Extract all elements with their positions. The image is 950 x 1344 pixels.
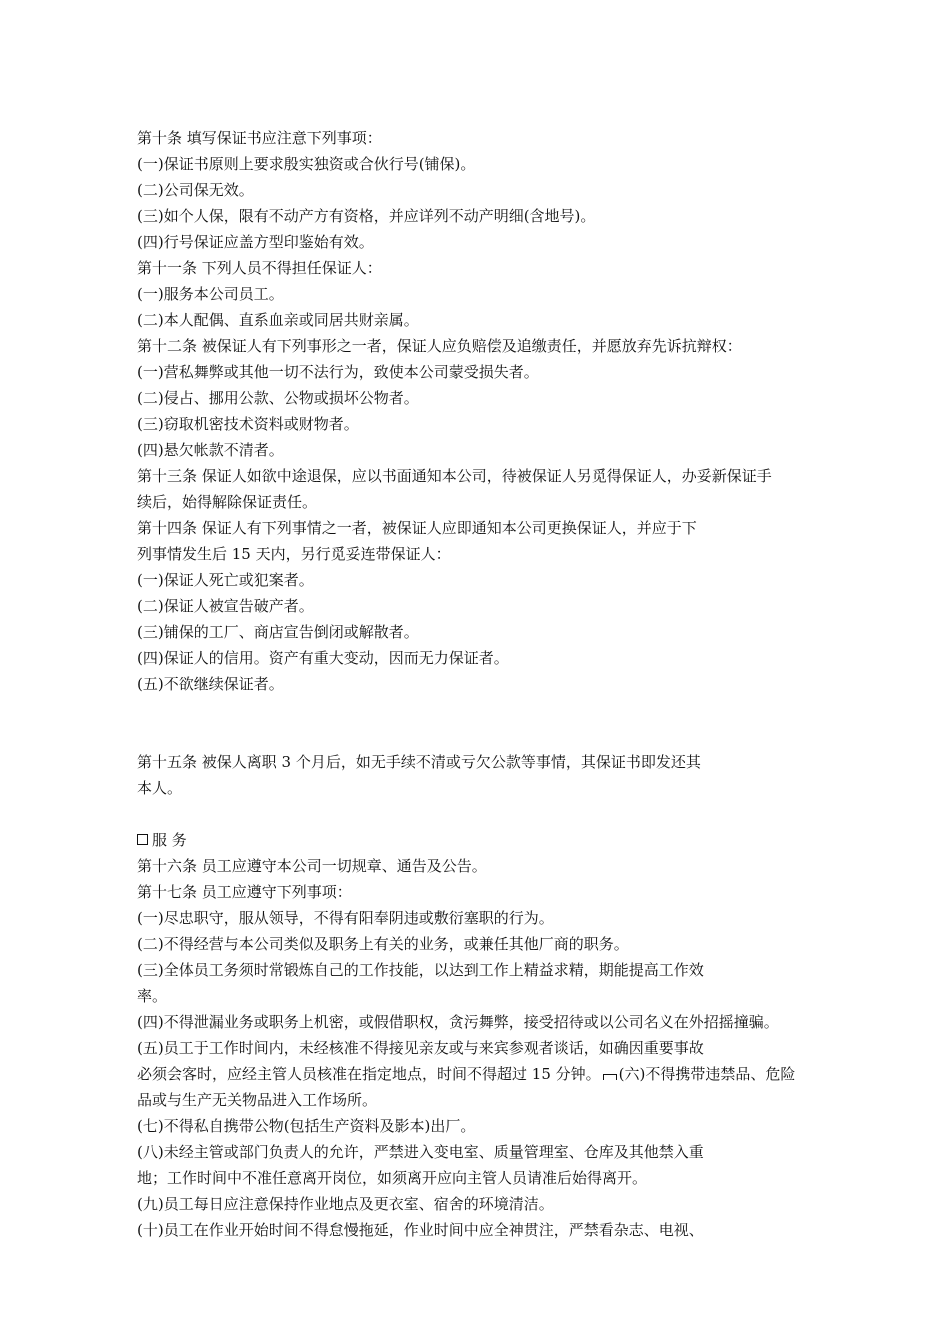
text-line: (二)侵占、挪用公款、公物或损坏公物者。	[137, 389, 419, 407]
text-line: 率。	[137, 987, 168, 1005]
text-line: 第十七条 员工应遵守下列事项：	[137, 883, 352, 901]
text-line-part: (六)不得携带违禁品、危险	[618, 1065, 796, 1083]
text-line: (一)尽忠职守，服从领导，不得有阳奉阴违或敷衍塞职的行为。	[137, 909, 554, 927]
text-line: (二)保证人被宣告破产者。	[137, 597, 314, 615]
text-line: (五)不欲继续保证者。	[137, 675, 284, 693]
text-line: (七)不得私自携带公物(包括生产资料及影本)出厂。	[137, 1117, 476, 1135]
text-line: (十)员工在作业开始时间不得怠慢拖延，作业时间中应全神贯注，严禁看杂志、电视、	[137, 1221, 704, 1239]
bracket-mark-icon	[603, 1074, 617, 1080]
text-line: (一)保证书原则上要求殷实独资或合伙行号(铺保)。	[137, 155, 476, 173]
text-line: (一)服务本公司员工。	[137, 285, 284, 303]
text-line: (二)公司保无效。	[137, 181, 254, 199]
text-line: (一)保证人死亡或犯案者。	[137, 571, 314, 589]
spacer	[137, 801, 877, 827]
mixed-line	[137, 1061, 877, 1087]
text-line: 第十条 填写保证书应注意下列事项：	[137, 129, 382, 147]
guarantee-clauses-block	[137, 125, 877, 697]
text-line: (四)不得泄漏业务或职务上机密，或假借职权，贪污舞弊，接受招待或以公司名义在外招摇撞骗。	[137, 1013, 779, 1031]
section-heading-text: 服 务	[152, 831, 187, 849]
spacer	[137, 697, 877, 749]
text-line: 第十五条 被保人离职 3 个月后，如无手续不清或亏欠公款等事情，其保证书即发还其	[137, 753, 701, 771]
text-line: (四)保证人的信用。资产有重大变动，因而无力保证者。	[137, 649, 509, 667]
text-line: (二)不得经营与本公司类似及职务上有关的业务，或兼任其他厂商的职务。	[137, 935, 629, 953]
text-line: (八)未经主管或部门负责人的允许，严禁进入变电室、质量管理室、仓库及其他禁入重	[137, 1143, 704, 1161]
text-line: (三)窃取机密技术资料或财物者。	[137, 415, 359, 433]
text-line-part: 必须会客时，应经主管人员核准在指定地点，时间不得超过 15 分钟。	[137, 1065, 601, 1083]
text-line: (四)行号保证应盖方型印鉴始有效。	[137, 233, 374, 251]
text-line: 第十一条 下列人员不得担任保证人：	[137, 259, 382, 277]
text-line: 品或与生产无关物品进入工作场所。	[137, 1091, 378, 1109]
text-line: 第十六条 员工应遵守本公司一切规章、通告及公告。	[137, 857, 487, 875]
text-line: (一)营私舞弊或其他一切不法行为，致使本公司蒙受损失者。	[137, 363, 539, 381]
text-line: (九)员工每日应注意保持作业地点及更衣室、宿舍的环境清洁。	[137, 1195, 554, 1213]
text-line: 地；工作时间中不准任意离开岗位，如须离开应向主管人员请准后始得离开。	[137, 1169, 648, 1187]
service-clauses-block	[137, 853, 877, 1061]
text-line: 列事情发生后 15 天内，另行觅妥连带保证人：	[137, 545, 451, 563]
text-line: 第十三条 保证人如欲中途退保，应以书面通知本公司，待被保证人另觅得保证人，办妥新保证手	[137, 467, 772, 485]
square-bullet-icon	[137, 834, 148, 845]
text-line: (二)本人配偶、直系血亲或同居共财亲属。	[137, 311, 419, 329]
text-line: 本人。	[137, 779, 183, 797]
document-body	[137, 125, 877, 1243]
text-line: (三)如个人保，限有不动产方有资格，并应详列不动产明细(含地号)。	[137, 207, 596, 225]
section-heading	[137, 827, 877, 853]
text-line: 续后，始得解除保证责任。	[137, 493, 318, 511]
text-line: (四)悬欠帐款不清者。	[137, 441, 284, 459]
text-line: (三)全体员工务须时常锻炼自己的工作技能，以达到工作上精益求精，期能提高工作效	[137, 961, 704, 979]
service-clauses-block-continued	[137, 1087, 877, 1243]
clause-15-block	[137, 749, 877, 801]
text-line: 第十二条 被保证人有下列事形之一者，保证人应负赔偿及追缴责任，并愿放弃先诉抗辩权：	[137, 337, 742, 355]
text-line: 第十四条 保证人有下列事情之一者，被保证人应即通知本公司更换保证人，并应于下	[137, 519, 697, 537]
text-line: (五)员工于工作时间内，未经核准不得接见亲友或与来宾参观者谈话，如确因重要事故	[137, 1039, 704, 1057]
text-line: (三)铺保的工厂、商店宣告倒闭或解散者。	[137, 623, 419, 641]
